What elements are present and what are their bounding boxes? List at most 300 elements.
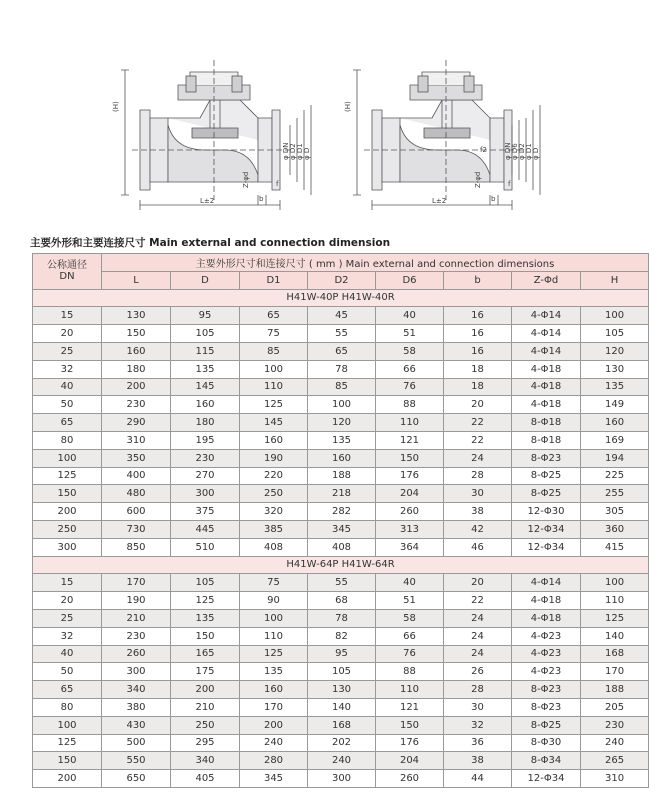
table-cell: 26 xyxy=(444,663,512,681)
label-f-left: f xyxy=(276,180,279,188)
table-cell: 4-Φ23 xyxy=(512,663,581,681)
table-cell: 100 xyxy=(240,609,308,627)
section-title: 主要外形和主要连接尺寸 Main external and connection dimension xyxy=(30,237,391,249)
table-row xyxy=(33,663,649,681)
table-cell: 320 xyxy=(240,503,308,521)
col-header-D: D xyxy=(171,271,240,289)
table-cell: 150 xyxy=(376,449,444,467)
col-header-b: b xyxy=(444,271,512,289)
label-D2-left: φ D2 xyxy=(289,143,297,160)
table-cell: 90 xyxy=(240,592,308,610)
table-cell: 115 xyxy=(171,342,240,360)
group-title: H41W-40P H41W-40R xyxy=(33,289,649,307)
table-cell: 4-Φ23 xyxy=(512,645,581,663)
table-cell: 135 xyxy=(240,663,308,681)
table-cell: 300 xyxy=(308,770,376,788)
table-cell: 165 xyxy=(171,645,240,663)
table-cell: 36 xyxy=(444,734,512,752)
table-cell: 76 xyxy=(376,645,444,663)
table-cell: 180 xyxy=(102,360,171,378)
table-body xyxy=(33,289,649,787)
table-cell: 160 xyxy=(102,342,171,360)
table-cell: 75 xyxy=(240,574,308,592)
table-cell: 145 xyxy=(171,378,240,396)
label-D-right: φ D xyxy=(532,147,540,160)
table-row xyxy=(33,609,649,627)
table-cell: 730 xyxy=(102,520,171,538)
table-cell: 260 xyxy=(376,770,444,788)
table-cell: 480 xyxy=(102,485,171,503)
table-cell: 170 xyxy=(102,574,171,592)
table-cell: 8-Φ23 xyxy=(512,449,581,467)
table-cell: 340 xyxy=(102,681,171,699)
table-cell: 230 xyxy=(102,396,171,414)
table-cell: 310 xyxy=(581,770,649,788)
span-header: 主要外形尺寸和连接尺寸 ( mm ) Main external and connection dimensions xyxy=(102,254,649,272)
table-cell: 145 xyxy=(240,414,308,432)
table-row xyxy=(33,360,649,378)
table-cell: 160 xyxy=(240,681,308,699)
table-cell: 313 xyxy=(376,520,444,538)
table-cell: 190 xyxy=(102,592,171,610)
table-cell: 50 xyxy=(33,663,102,681)
table-cell: 20 xyxy=(33,325,102,343)
table-cell: 405 xyxy=(171,770,240,788)
table-cell: 12-Φ34 xyxy=(512,538,581,556)
table-row xyxy=(33,592,649,610)
table-cell: 55 xyxy=(308,574,376,592)
table-cell: 110 xyxy=(240,378,308,396)
table-row xyxy=(33,574,649,592)
table-cell: 8-Φ25 xyxy=(512,716,581,734)
table-cell: 32 xyxy=(33,627,102,645)
table-cell: 100 xyxy=(33,716,102,734)
table-cell: 80 xyxy=(33,698,102,716)
table-cell: 204 xyxy=(376,752,444,770)
table-cell: 170 xyxy=(581,663,649,681)
table-cell: 345 xyxy=(240,770,308,788)
table-cell: 18 xyxy=(444,360,512,378)
table-cell: 364 xyxy=(376,538,444,556)
table-cell: 100 xyxy=(240,360,308,378)
table-cell: 105 xyxy=(308,663,376,681)
table-cell: 250 xyxy=(171,716,240,734)
table-cell: 130 xyxy=(308,681,376,699)
table-cell: 85 xyxy=(308,378,376,396)
table-cell: 8-Φ23 xyxy=(512,681,581,699)
table-cell: 169 xyxy=(581,431,649,449)
table-cell: 650 xyxy=(102,770,171,788)
table-cell: 4-Φ14 xyxy=(512,307,581,325)
table-cell: 4-Φ18 xyxy=(512,609,581,627)
col-header-D6: D6 xyxy=(376,271,444,289)
table-cell: 28 xyxy=(444,467,512,485)
table-cell: 22 xyxy=(444,431,512,449)
label-Zd-right: Z-φd xyxy=(474,171,482,188)
table-cell: 408 xyxy=(240,538,308,556)
table-cell: 18 xyxy=(444,378,512,396)
table-cell: 38 xyxy=(444,752,512,770)
table-cell: 30 xyxy=(444,485,512,503)
table-cell: 38 xyxy=(444,503,512,521)
table-row xyxy=(33,325,649,343)
table-cell: 4-Φ23 xyxy=(512,627,581,645)
table-cell: 4-Φ14 xyxy=(512,342,581,360)
table-cell: 260 xyxy=(376,503,444,521)
table-cell: 24 xyxy=(444,609,512,627)
table-cell: 40 xyxy=(33,378,102,396)
table-cell: 20 xyxy=(33,592,102,610)
table-cell: 58 xyxy=(376,342,444,360)
table-cell: 194 xyxy=(581,449,649,467)
table-cell: 105 xyxy=(581,325,649,343)
table-cell: 150 xyxy=(376,716,444,734)
label-DN-right: φ DN xyxy=(504,142,512,160)
table-cell: 250 xyxy=(240,485,308,503)
table-cell: 340 xyxy=(171,752,240,770)
table-cell: 160 xyxy=(171,396,240,414)
table-row xyxy=(33,681,649,699)
table-cell: 230 xyxy=(102,627,171,645)
table-cell: 45 xyxy=(308,307,376,325)
label-D6-right: φ D6 xyxy=(511,143,519,160)
table-cell: 200 xyxy=(33,770,102,788)
table-cell: 350 xyxy=(102,449,171,467)
table-cell: 188 xyxy=(581,681,649,699)
col-header-D2: D2 xyxy=(308,271,376,289)
table-cell: 4-Φ18 xyxy=(512,378,581,396)
dn-header xyxy=(33,254,102,290)
table-cell: 51 xyxy=(376,325,444,343)
table-cell: 135 xyxy=(308,431,376,449)
table-cell: 32 xyxy=(33,360,102,378)
table-row xyxy=(33,538,649,556)
table-cell: 105 xyxy=(171,574,240,592)
table-cell: 24 xyxy=(444,645,512,663)
table-cell: 295 xyxy=(171,734,240,752)
col-header-D1: D1 xyxy=(240,271,308,289)
table-cell: 121 xyxy=(376,698,444,716)
table-cell: 188 xyxy=(308,467,376,485)
table-cell: 30 xyxy=(444,698,512,716)
table-cell: 22 xyxy=(444,414,512,432)
group-header-row xyxy=(33,556,649,574)
table-cell: 130 xyxy=(102,307,171,325)
table-cell: 176 xyxy=(376,734,444,752)
dn-header-cn: 公称通径 xyxy=(47,260,87,272)
table-cell: 230 xyxy=(581,716,649,734)
table-cell: 88 xyxy=(376,663,444,681)
table-cell: 100 xyxy=(308,396,376,414)
table-cell: 385 xyxy=(240,520,308,538)
table-cell: 240 xyxy=(240,734,308,752)
table-cell: 140 xyxy=(581,627,649,645)
table-cell: 180 xyxy=(171,414,240,432)
group-title: H41W-64P H41W-64R xyxy=(33,556,649,574)
table-cell: 150 xyxy=(33,752,102,770)
table-cell: 4-Φ18 xyxy=(512,592,581,610)
table-cell: 125 xyxy=(33,467,102,485)
label-L-left: L±2 xyxy=(200,197,215,205)
table-cell: 300 xyxy=(33,538,102,556)
table-cell: 4-Φ14 xyxy=(512,325,581,343)
label-b-right: b xyxy=(491,195,496,203)
table-cell: 40 xyxy=(376,574,444,592)
table-cell: 51 xyxy=(376,592,444,610)
table-cell: 135 xyxy=(581,378,649,396)
table-cell: 100 xyxy=(581,307,649,325)
table-cell: 135 xyxy=(171,360,240,378)
table-cell: 110 xyxy=(240,627,308,645)
table-cell: 176 xyxy=(376,467,444,485)
table-cell: 65 xyxy=(33,681,102,699)
table-cell: 850 xyxy=(102,538,171,556)
table-row xyxy=(33,503,649,521)
label-D-left: φ D xyxy=(303,147,311,160)
table-row xyxy=(33,716,649,734)
table-cell: 218 xyxy=(308,485,376,503)
table-cell: 78 xyxy=(308,360,376,378)
valve-drawing-right xyxy=(353,60,540,210)
table-cell: 175 xyxy=(171,663,240,681)
table-cell: 150 xyxy=(102,325,171,343)
table-cell: 280 xyxy=(240,752,308,770)
table-cell: 600 xyxy=(102,503,171,521)
table-cell: 125 xyxy=(240,396,308,414)
label-H-right: (H) xyxy=(344,101,352,112)
table-cell: 500 xyxy=(102,734,171,752)
table-cell: 12-Φ30 xyxy=(512,503,581,521)
label-D1-left: φ D1 xyxy=(296,143,304,160)
table-cell: 260 xyxy=(102,645,171,663)
table-cell: 15 xyxy=(33,574,102,592)
table-cell: 345 xyxy=(308,520,376,538)
table-cell: 8-Φ18 xyxy=(512,414,581,432)
table-cell: 300 xyxy=(171,485,240,503)
table-row xyxy=(33,752,649,770)
table-cell: 160 xyxy=(240,431,308,449)
table-row xyxy=(33,520,649,538)
table-cell: 4-Φ14 xyxy=(512,574,581,592)
label-L-right: L±2 xyxy=(432,197,447,205)
table-cell: 125 xyxy=(171,592,240,610)
table-cell: 16 xyxy=(444,325,512,343)
table-cell: 66 xyxy=(376,360,444,378)
table-row xyxy=(33,645,649,663)
table-row xyxy=(33,396,649,414)
table-cell: 4-Φ18 xyxy=(512,396,581,414)
table-cell: 100 xyxy=(33,449,102,467)
table-cell: 282 xyxy=(308,503,376,521)
table-cell: 360 xyxy=(581,520,649,538)
table-cell: 16 xyxy=(444,342,512,360)
table-cell: 88 xyxy=(376,396,444,414)
table-cell: 110 xyxy=(581,592,649,610)
table-cell: 300 xyxy=(102,663,171,681)
table-cell: 160 xyxy=(581,414,649,432)
table-cell: 290 xyxy=(102,414,171,432)
table-cell: 310 xyxy=(102,431,171,449)
table-cell: 125 xyxy=(581,609,649,627)
table-cell: 46 xyxy=(444,538,512,556)
table-cell: 204 xyxy=(376,485,444,503)
valve-drawings xyxy=(0,0,666,225)
col-header-Zd: Z-Φd xyxy=(512,271,581,289)
table-cell: 100 xyxy=(581,574,649,592)
table-cell: 32 xyxy=(444,716,512,734)
label-D2-right: φ D2 xyxy=(518,143,526,160)
dn-header-en: DN xyxy=(59,271,75,283)
valve-drawing-left xyxy=(121,60,311,210)
table-cell: 255 xyxy=(581,485,649,503)
table-cell: 200 xyxy=(171,681,240,699)
table-cell: 95 xyxy=(308,645,376,663)
table-cell: 65 xyxy=(240,307,308,325)
table-cell: 120 xyxy=(581,342,649,360)
table-cell: 80 xyxy=(33,431,102,449)
table-cell: 40 xyxy=(376,307,444,325)
table-row xyxy=(33,414,649,432)
table-cell: 125 xyxy=(33,734,102,752)
table-cell: 210 xyxy=(171,698,240,716)
table-cell: 168 xyxy=(308,716,376,734)
table-cell: 66 xyxy=(376,627,444,645)
table-row xyxy=(33,467,649,485)
table-cell: 58 xyxy=(376,609,444,627)
table-cell: 12-Φ34 xyxy=(512,770,581,788)
table-cell: 149 xyxy=(581,396,649,414)
table-cell: 150 xyxy=(171,627,240,645)
table-cell: 8-Φ18 xyxy=(512,431,581,449)
table-cell: 82 xyxy=(308,627,376,645)
table-cell: 8-Φ25 xyxy=(512,467,581,485)
table-cell: 55 xyxy=(308,325,376,343)
table-cell: 400 xyxy=(102,467,171,485)
table-cell: 65 xyxy=(33,414,102,432)
table-cell: 190 xyxy=(240,449,308,467)
table-cell: 445 xyxy=(171,520,240,538)
table-cell: 8-Φ34 xyxy=(512,752,581,770)
table-cell: 415 xyxy=(581,538,649,556)
table-cell: 240 xyxy=(308,752,376,770)
table-cell: 25 xyxy=(33,609,102,627)
table-row xyxy=(33,431,649,449)
table-cell: 76 xyxy=(376,378,444,396)
table-cell: 8-Φ23 xyxy=(512,698,581,716)
dimension-table xyxy=(32,253,649,788)
table-cell: 135 xyxy=(171,609,240,627)
table-cell: 20 xyxy=(444,574,512,592)
table-row xyxy=(33,342,649,360)
table-cell: 305 xyxy=(581,503,649,521)
table-cell: 160 xyxy=(308,449,376,467)
table-cell: 42 xyxy=(444,520,512,538)
table-cell: 75 xyxy=(240,325,308,343)
table-row xyxy=(33,627,649,645)
table-cell: 22 xyxy=(444,592,512,610)
table-cell: 202 xyxy=(308,734,376,752)
label-D1-right: φ D1 xyxy=(525,143,533,160)
table-cell: 230 xyxy=(171,449,240,467)
label-b-left: b xyxy=(259,195,264,203)
table-cell: 250 xyxy=(33,520,102,538)
table-cell: 265 xyxy=(581,752,649,770)
table-row xyxy=(33,770,649,788)
table-row xyxy=(33,449,649,467)
table-row xyxy=(33,734,649,752)
table-cell: 25 xyxy=(33,342,102,360)
col-header-H: H xyxy=(581,271,649,289)
table-cell: 150 xyxy=(33,485,102,503)
table-cell: 375 xyxy=(171,503,240,521)
table-cell: 65 xyxy=(308,342,376,360)
table-row xyxy=(33,307,649,325)
table-cell: 125 xyxy=(240,645,308,663)
table-cell: 44 xyxy=(444,770,512,788)
table-cell: 95 xyxy=(171,307,240,325)
table-cell: 8-Φ25 xyxy=(512,485,581,503)
group-header-row xyxy=(33,289,649,307)
table-cell: 200 xyxy=(33,503,102,521)
table-cell: 110 xyxy=(376,414,444,432)
table-cell: 170 xyxy=(240,698,308,716)
table-cell: 430 xyxy=(102,716,171,734)
table-cell: 240 xyxy=(581,734,649,752)
table-cell: 121 xyxy=(376,431,444,449)
table-cell: 20 xyxy=(444,396,512,414)
table-cell: 220 xyxy=(240,467,308,485)
table-cell: 15 xyxy=(33,307,102,325)
table-cell: 210 xyxy=(102,609,171,627)
table-cell: 168 xyxy=(581,645,649,663)
table-cell: 110 xyxy=(376,681,444,699)
label-f-right: f xyxy=(508,180,511,188)
table-cell: 270 xyxy=(171,467,240,485)
table-cell: 78 xyxy=(308,609,376,627)
table-cell: 68 xyxy=(308,592,376,610)
label-DN-left: φ DN xyxy=(282,142,290,160)
table-cell: 510 xyxy=(171,538,240,556)
table-cell: 380 xyxy=(102,698,171,716)
table-cell: 140 xyxy=(308,698,376,716)
table-row xyxy=(33,485,649,503)
table-cell: 4-Φ18 xyxy=(512,360,581,378)
table-cell: 130 xyxy=(581,360,649,378)
table-cell: 225 xyxy=(581,467,649,485)
label-H-left: (H) xyxy=(112,101,120,112)
table-cell: 205 xyxy=(581,698,649,716)
col-header-L: L xyxy=(102,271,171,289)
table-cell: 200 xyxy=(102,378,171,396)
table-cell: 408 xyxy=(308,538,376,556)
table-cell: 85 xyxy=(240,342,308,360)
table-cell: 550 xyxy=(102,752,171,770)
table-cell: 24 xyxy=(444,627,512,645)
table-cell: 16 xyxy=(444,307,512,325)
table-row xyxy=(33,698,649,716)
table-cell: 40 xyxy=(33,645,102,663)
table-cell: 24 xyxy=(444,449,512,467)
label-f2-right: f2 xyxy=(480,146,487,154)
table-cell: 28 xyxy=(444,681,512,699)
table-cell: 105 xyxy=(171,325,240,343)
table-cell: 200 xyxy=(240,716,308,734)
table-row xyxy=(33,378,649,396)
table-cell: 195 xyxy=(171,431,240,449)
table-cell: 50 xyxy=(33,396,102,414)
label-Zd-left: Z-φd xyxy=(242,171,250,188)
table-cell: 8-Φ30 xyxy=(512,734,581,752)
